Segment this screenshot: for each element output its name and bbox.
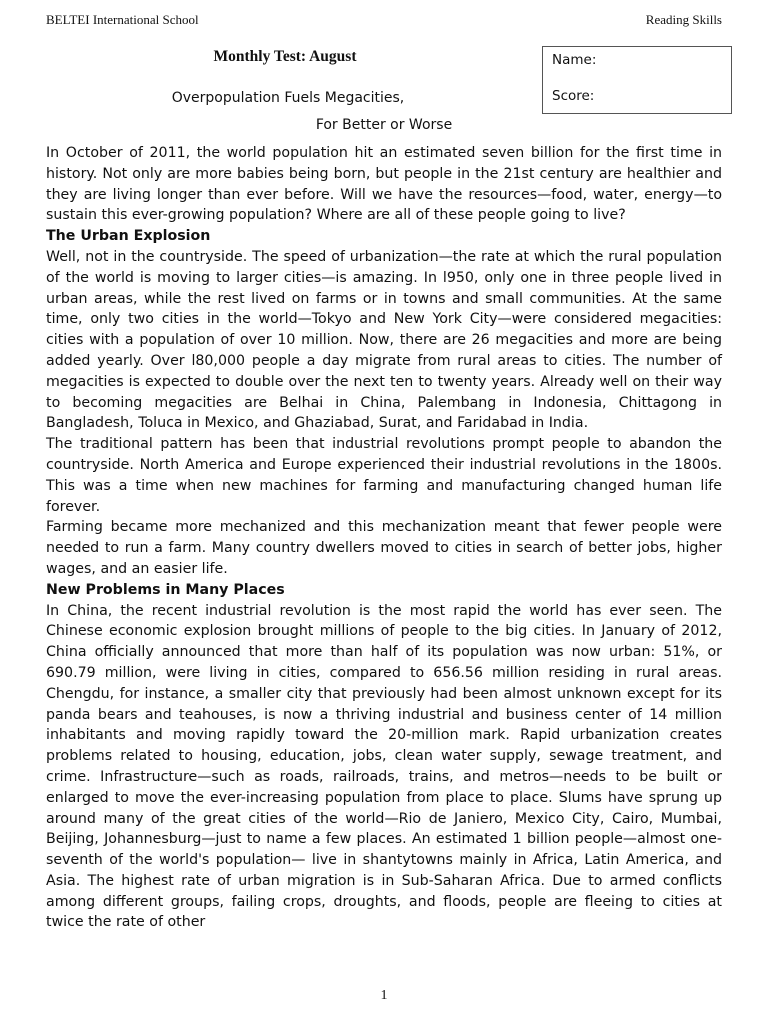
article-title-line-2: For Better or Worse (315, 117, 453, 133)
subject-label: Reading Skills (645, 12, 722, 27)
score-label: Score: (552, 88, 595, 104)
urban-paragraph-3: Farming became more mechanized and this mechanization meant that fewer people were needed to run a farm. Many country dwellers moved to cities in search of better jobs, higher wages, and an easier life. (46, 519, 722, 577)
urban-paragraph-2: The traditional pattern has been that industrial revolutions prompt people to abandon the countryside. North America and Europe experienced their industrial revolutions in the 1800s. This was a time when new machines for farming and manufacturing changed human life forever. (46, 436, 722, 515)
name-label: Name: (552, 52, 597, 68)
school-name: BELTEI International School (46, 12, 199, 27)
page-number: 1 (380, 988, 388, 1003)
section-heading-urban-explosion: The Urban Explosion (46, 228, 211, 245)
student-info-box (542, 46, 732, 114)
article-title-line-1: Overpopulation Fuels Megacities, (171, 90, 405, 106)
article-body (46, 143, 722, 933)
section-heading-new-problems: New Problems in Many Places (46, 581, 285, 598)
intro-paragraph: In October of 2011, the world population hit an estimated seven billion for the first time in history. Not only are more babies being born, but people in the 21st century are healthier and they are living longer than ever before. Will we have the resources—food, water, energy—to sustain this ever-growing population? Where are all of these people going to live? (46, 145, 722, 224)
urban-paragraph-1: Well, not in the countryside. The speed of urbanization—the rate at which the rural population of the world is moving to larger cities—is amazing. In l950, only one in three people lived in urban areas, while the rest lived on farms or in towns and small communities. At the same time, only two cities in the world—Tokyo and New York City—were considered megacities: cities with a population of over 10 million. Now, there are 26 megacities and more are being added yearly. Over l80,000 people a day migrate from rural areas to cities. The number of megacities is expected to double over the next ten to twenty years. Already well on their way to becoming megacities are Belhai in China, Palembang in Indonesia, Chittagong in Bangladesh, Toluca in Mexico, and Ghaziabad, Surat, and Faridabad in India. (46, 248, 722, 432)
problems-paragraph-1: In China, the recent industrial revolution is the most rapid the world has ever seen. The Chinese economic explosion brought millions of people to the big cities. In January of 2012, China officially announced that more than half of its population was now urban: 51%, or 690.79 million, were living in cities, compared to 656.56 million residing in rural areas. Chengdu, for instance, a smaller city that previously had been almost unknown except for its panda bears and teahouses, is now a thriving industrial and business center of 14 million inhabitants and moving rapidly toward the 20-million mark. Rapid urbanization creates problems related to housing, education, jobs, clean water supply, sewage treatment, and crime. Infrastructure—such as roads, railroads, trains, and metros—needs to be built or enlarged to move the ever-increasing population from place to place. Slums have sprung up around many of the great cities of the world—Rio de Janiero, Mexico City, Cairo, Mumbai, Beijing, Johannesburg—just to name a few places. An estimated 1 billion people—almost one-seventh of the world's population— live in shantytowns mainly in Africa, Latin America, and Asia. The highest rate of urban migration is in Sub-Saharan Africa. Due to armed conflicts among different groups, failing crops, droughts, and floods, people are fleeing to cities at twice the rate of other (46, 602, 722, 931)
test-title: Monthly Test: August (213, 48, 357, 65)
